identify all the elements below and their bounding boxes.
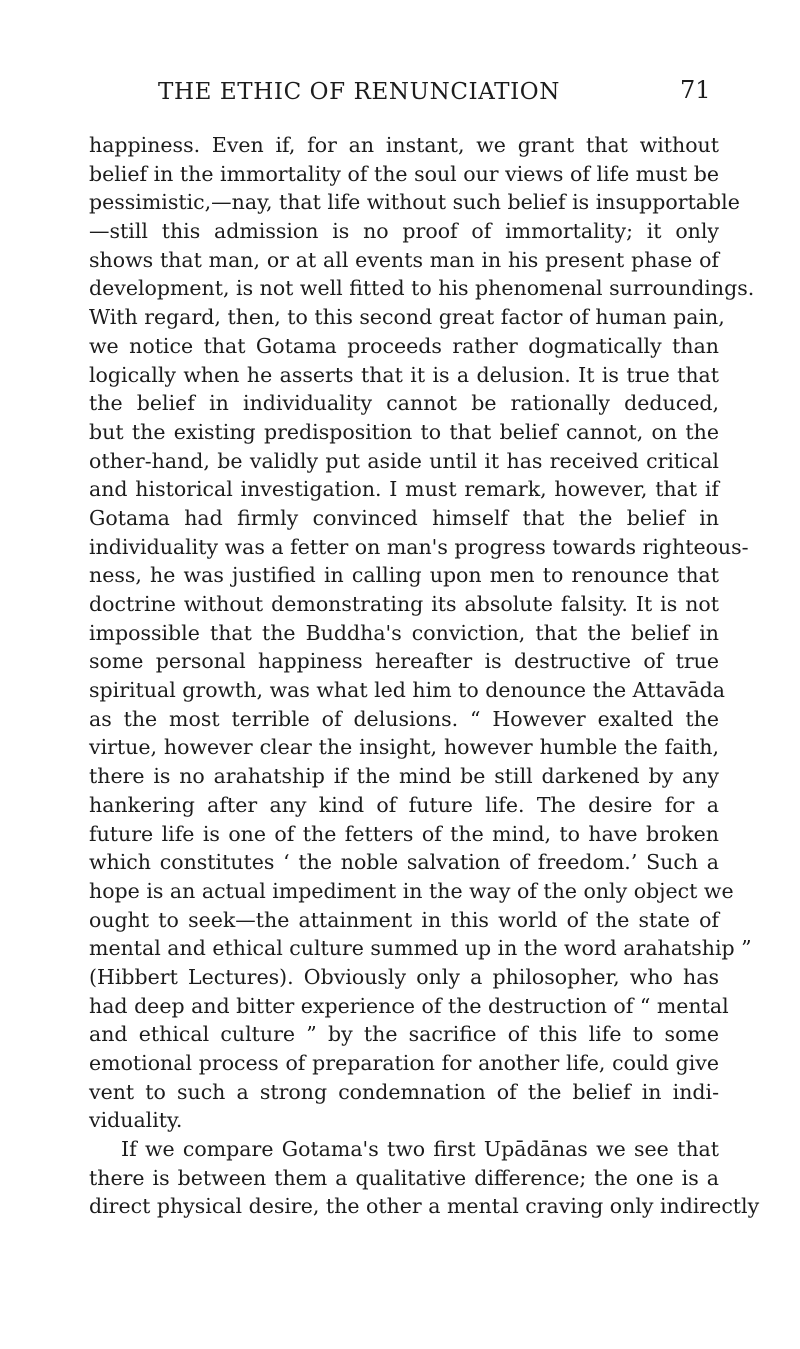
text-line: other-hand, be validly put aside until it has received critical [89,448,719,473]
text-line: there is no arahatship if the mind be still darkened by any [89,764,719,789]
text-line: but the existing predisposition to that belief cannot, on the [89,419,719,444]
text-line: (Hibbert Lectures). Obviously only a philosopher, who has [89,964,719,989]
text-line: happiness. Even if, for an instant, we grant that without [89,133,719,157]
text-line: viduality. [89,1108,183,1133]
text-line: —still this admission is no proof of immortality; it only [89,219,719,244]
text-line: direct physical desire, the other a mental craving only indirectly [89,1194,760,1219]
text-line: Gotama had firmly convinced himself that the belief in [89,505,719,530]
text-line: vent to such a strong condemnation of the belief in indi- [89,1079,719,1104]
text-line: there is between them a qualitative difference; the one is a [89,1165,719,1190]
text-line: future life is one of the fetters of the mind, to have broken [89,821,719,846]
text-line: hankering after any kind of future life. The desire for a [89,792,719,817]
page-number: 71 [680,76,711,104]
text-line: individuality was a fetter on man's progress towards righteous- [89,534,749,559]
text-line: virtue, however clear the insight, however humble the faith, [89,735,719,760]
text-line: ness, he was justified in calling upon men to renounce that [89,563,719,588]
text-line: had deep and bitter experience of the destruction of “ mental [89,993,729,1018]
text-line: some personal happiness hereafter is destructive of true [89,649,719,674]
text-line: and historical investigation. I must remark, however, that if [89,477,719,502]
text-line: With regard, then, to this second great factor of human pain, [89,305,725,330]
text-line: ought to seek—the attainment in this world of the state of [89,907,719,932]
text-line: the belief in individuality cannot be rationally deduced, [89,391,719,416]
text-line: impossible that the Buddha's conviction, that the belief in [89,620,719,645]
text-line: belief in the immortality of the soul our views of life must be [89,161,719,186]
text-line: emotional process of preparation for another life, could give [89,1051,719,1075]
text-line: which constitutes ‘ the noble salvation of freedom.’ Such a [89,850,719,875]
text-line: hope is an actual impediment in the way of the only object we [89,878,734,903]
text-line: we notice that Gotama proceeds rather dogmatically than [89,333,719,358]
text-line: development, is not well fitted to his phenomenal surroundings. [89,276,755,301]
body-text [89,131,760,1221]
text-line: as the most terrible of delusions. “ However exalted the [89,706,719,731]
running-head: THE ETHIC OF RENUNCIATION [158,79,560,105]
text-line: logically when he asserts that it is a delusion. It is true that [89,362,719,387]
text-line: doctrine without demonstrating its absolute falsity. It is not [89,592,719,616]
text-line: shows that man, or at all events man in his present phase of [89,247,719,272]
text-line: mental and ethical culture summed up in the word arahatship ” [89,936,752,961]
text-line: pessimistic,—nay, that life without such belief is insupportable [89,190,740,215]
text-line: If we compare Gotama's two first Upādānas we see that [121,1137,719,1162]
text-line: and ethical culture ” by the sacrifice of this life to some [89,1022,719,1047]
text-line: spiritual growth, was what led him to denounce the Attavāda [89,678,725,703]
